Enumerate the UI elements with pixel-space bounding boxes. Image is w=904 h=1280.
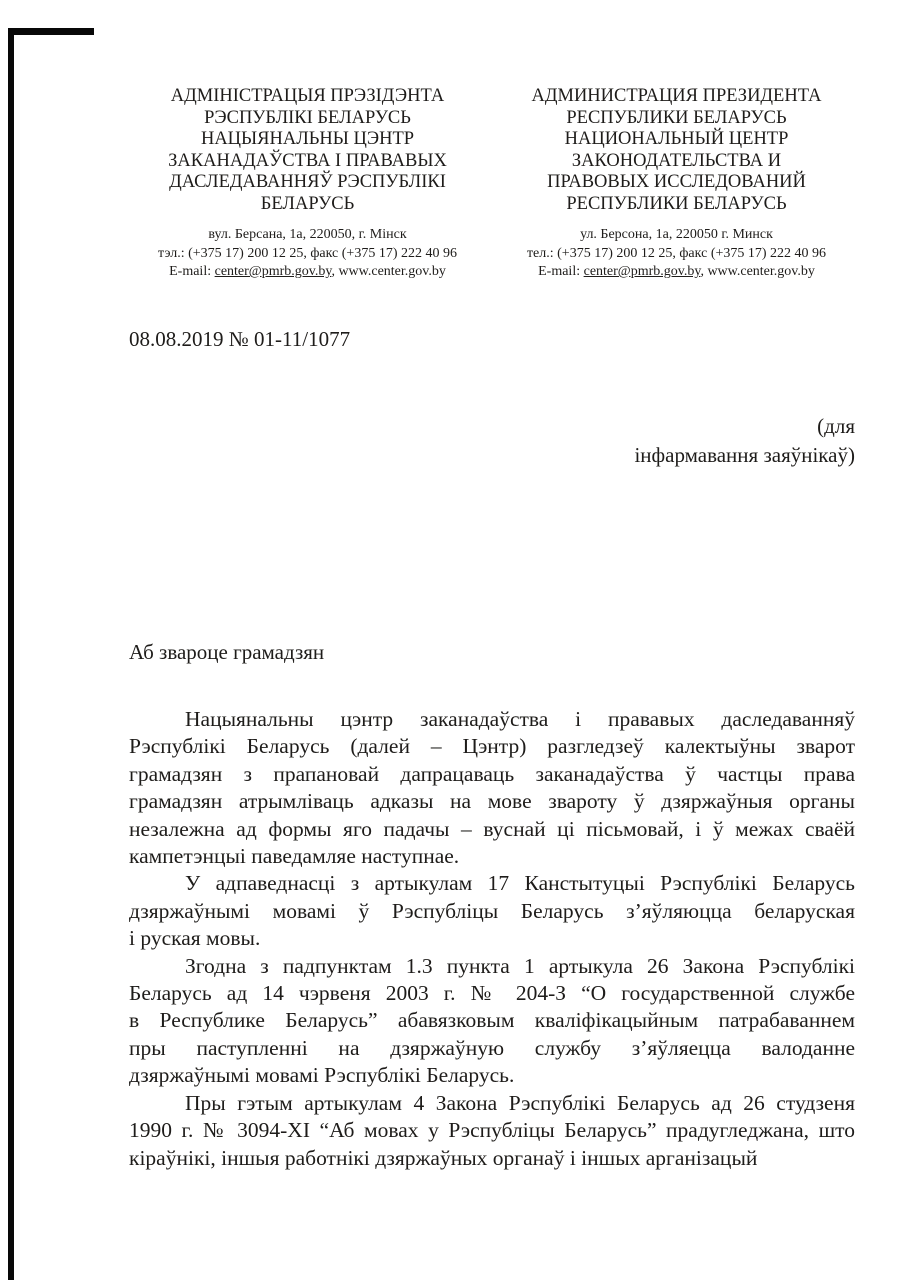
recipient-note [435,412,855,470]
email-link: center@pmrb.gov.by [214,264,332,279]
scan-edge-artifact-left [8,28,14,1280]
paragraph-4 [129,1090,855,1172]
email-label: E-mail: [538,264,584,279]
text-line: АДМИНИСТРАЦИЯ ПРЕЗИДЕНТА [531,86,822,106]
phone-line: тэл.: (+375 17) 200 12 25, факс (+375 17) 222 40 96 [158,245,457,261]
org-name-russian [497,86,856,215]
text-line: Беларусь ад 14 чэрвеня 2003 г. № 204-З “О государственной службе [129,981,855,1006]
text-line: незалежна ад формы яго падачы – вуснай ці пісьмовай, і ў межах сваёй [129,816,855,841]
letterhead-belarusian-column [128,86,487,282]
address-line: ул. Берсона, 1а, 220050 г. Минск [580,227,773,242]
text-line: кіраўнікі, іншыя работнікі дзяржаўных органаў і іншых арганізацый [129,1145,758,1170]
paragraph-2 [129,870,855,952]
text-line: ДАСЛЕДАВАННЯЎ РЭСПУБЛІКІ [169,172,446,192]
text-line: ЗАКАНАДАЎСТВА І ПРАВАВЫХ [168,150,447,171]
email-line [128,263,487,282]
website-text: , www.center.gov.by [700,264,815,279]
text-line: РЭСПУБЛІКІ БЕЛАРУСЬ [204,107,411,128]
text-line: РЕСПУБЛИКИ БЕЛАРУСЬ [566,193,787,214]
letter-body [129,706,855,1172]
text-line: Рэспублікі Беларусь (далей – Цэнтр) разгледзеў калектыўны зварот [129,734,855,759]
text-line: Нацыянальны цэнтр заканадаўства і прававых даследаванняў [185,707,855,731]
text-line: ЗАКОНОДАТЕЛЬСТВА И [571,150,782,171]
email-link: center@pmrb.gov.by [583,264,701,279]
org-contacts-russian [497,226,856,282]
org-contacts-belarusian [128,226,487,282]
letterhead [128,86,856,282]
email-line [497,263,856,282]
text-line: НАЦИОНАЛЬНЫЙ ЦЕНТР [564,129,789,149]
letterhead-russian-column [497,86,856,282]
text-line: БЕЛАРУСЬ [260,193,355,214]
paragraph-3 [129,953,855,1090]
text-line: дзяржаўнымі мовамі Рэспублікі Беларусь. [129,1063,515,1088]
text-line: кампетэнцыі паведамляе наступнае. [129,844,460,869]
text-line: НАЦЫЯНАЛЬНЫ ЦЭНТР [200,129,415,149]
text-line: ПРАВОВЫХ ИССЛЕДОВАНИЙ [547,172,806,192]
date-and-reference-number: 08.08.2019 № 01-11/1077 [129,327,351,351]
text-line: грамадзян з прапановай дапрацаваць заканадаўства ў частцы права [129,761,855,786]
text-line: 1990 г. № 3094-XI “Аб мовах у Рэспубліцы Беларусь” прадугледжана, што [129,1118,855,1143]
scan-edge-artifact-top [8,28,94,35]
text-line: в Республике Беларусь” абавязковым кваліфікацыйным патрабаваннем [129,1008,855,1033]
text-line: інфармавання заяўнікаў) [634,443,855,467]
text-line: У адпаведнасці з артыкулам 17 Канстытуцыі Рэспублікі Беларусь [185,871,855,896]
paragraph-1 [129,706,855,870]
text-line: пры паступленні на дзяржаўную службу з’яўляецца валоданне [129,1035,855,1060]
address-line: вул. Берсана, 1а, 220050, г. Мінск [208,227,407,242]
email-label: E-mail: [169,264,215,279]
text-line: і руская мовы. [129,926,261,951]
text-line: грамадзян атрымліваць адказы на мове звароту ў дзяржаўныя органы [129,789,855,814]
text-line: АДМІНІСТРАЦЫЯ ПРЭЗІДЭНТА [170,86,445,106]
text-line: Пры гэтым артыкулам 4 Закона Рэспублікі Беларусь ад 26 студзеня [185,1090,855,1115]
org-name-belarusian [128,86,487,215]
text-line: РЕСПУБЛИКИ БЕЛАРУСЬ [566,107,787,128]
phone-line: тел.: (+375 17) 200 12 25, факс (+375 17) 222 40 96 [526,245,827,261]
text-line: (для [817,414,855,438]
text-line: дзяржаўнымі мовамі ў Рэспубліцы Беларусь з’яўляюцца беларуская [129,898,855,923]
subject-line: Аб звароце грамадзян [129,640,325,664]
website-text: , www.center.gov.by [331,264,446,279]
text-line: Згодна з падпунктам 1.3 пункта 1 артыкула 26 Закона Рэспублікі [185,953,855,978]
